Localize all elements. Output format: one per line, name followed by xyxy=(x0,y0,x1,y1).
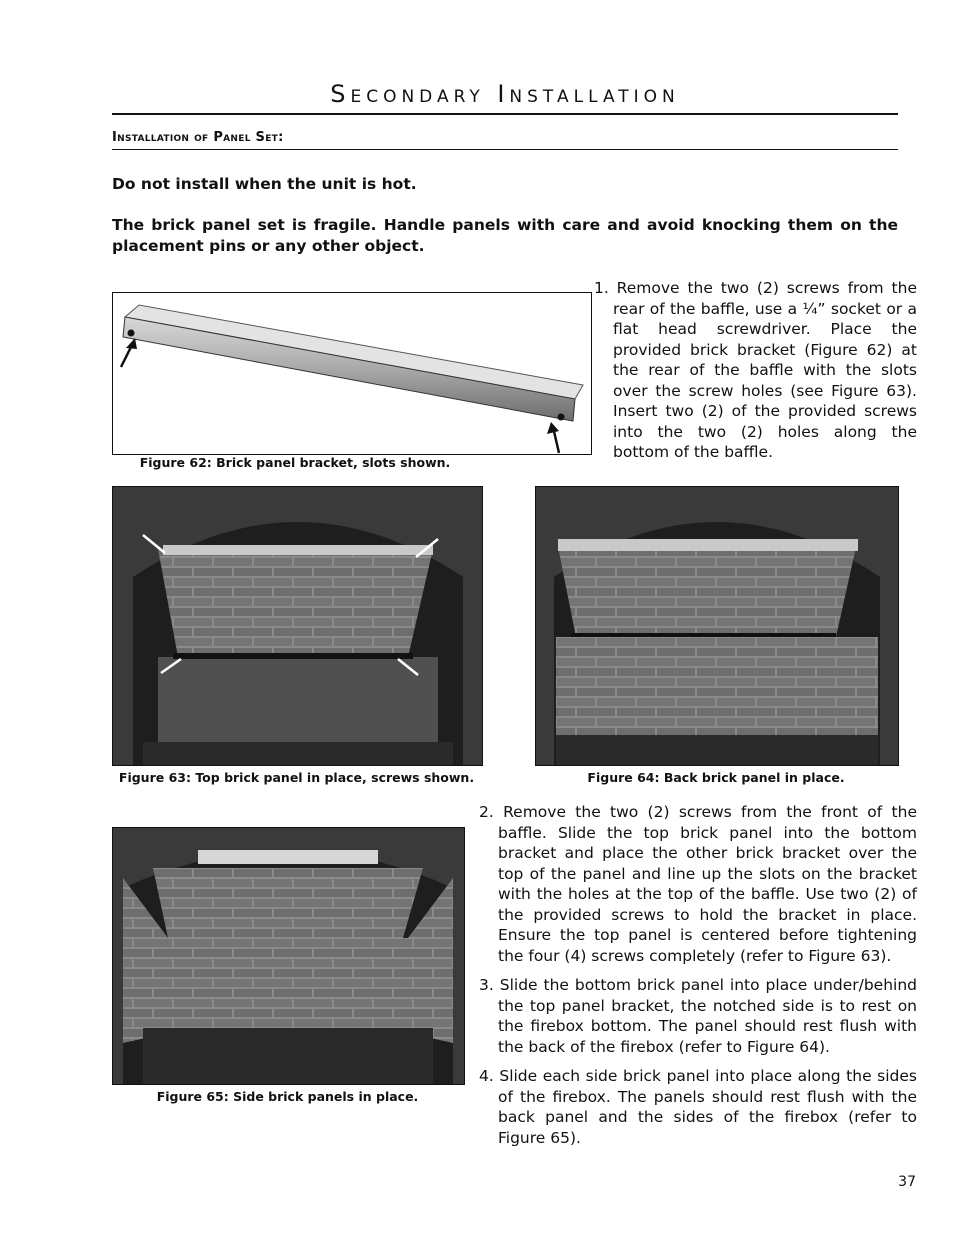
warning-fragile: The brick panel set is fragile. Handle panels with care and avoid knocking them on the placement pins or any other object. xyxy=(112,216,898,255)
figure-62-image xyxy=(112,292,592,455)
page-title: Secondary Installation xyxy=(330,80,680,108)
figure-65-caption: Figure 65: Side brick panels in place. xyxy=(156,1089,419,1104)
figure-65-image xyxy=(112,827,465,1085)
figure-63-image xyxy=(112,486,483,766)
step-1: 1. Remove the two (2) screws from the rear of the baffle, use a ¼” socket or a flat head screwdriver. Place the provided brick bracket (Figure 62) at the rear of the baffle with the slots over the screw holes (see Figure 63). Insert two (2) of the provided screws into the two (2) holes along the bottom of the baffle. xyxy=(594,279,917,461)
warning-hot: Do not install when the unit is hot. xyxy=(112,175,417,193)
title-rule xyxy=(112,113,898,115)
step-2: 2. Remove the two (2) screws from the front of the baffle. Slide the top brick panel into the bottom bracket and place the other brick bracket over the top of the panel and line up the slots on the bracket with the holes at the top of the baffle. Use two (2) of the provided screws to hold the bracket in place. Ensure the top panel is centered before tightening the four (4) screws completely (refer to Figure 63). xyxy=(479,803,917,965)
figure-63-caption: Figure 63: Top brick panel in place, screws shown. xyxy=(118,770,475,785)
page-number: 37 xyxy=(898,1174,916,1190)
figure-64-caption: Figure 64: Back brick panel in place. xyxy=(587,770,845,785)
section-rule xyxy=(112,149,898,150)
figure-62-caption: Figure 62: Brick panel bracket, slots shown. xyxy=(139,455,451,470)
figure-64-image xyxy=(535,486,899,766)
step-4: 4. Slide each side brick panel into place along the sides of the firebox. The panels should rest flush with the back panel and the sides of the firebox (refer to Figure 65). xyxy=(479,1067,917,1147)
step-3: 3. Slide the bottom brick panel into place under/behind the top panel bracket, the notched side is to rest on the firebox bottom. The panel should rest flush with the back of the firebox (refer to Figure 64). xyxy=(479,976,917,1056)
section-heading: Installation of Panel Set: xyxy=(112,130,284,145)
